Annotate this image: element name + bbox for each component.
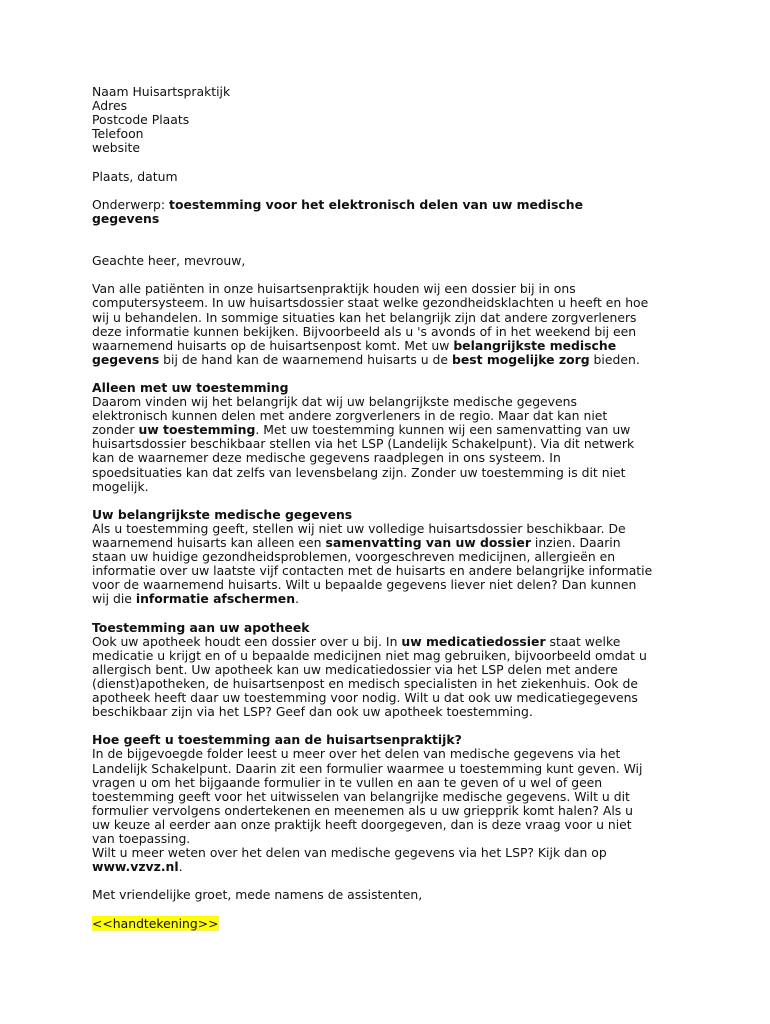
section-medical-data (92, 508, 692, 607)
text-line: computersysteem. In uw huisartsdossier staat welke gezondheidsklachten u heeft en hoe (92, 295, 649, 311)
text-run: bieden. (589, 351, 640, 367)
text-line: huisartsdossier beschikbaar stellen via het LSP (Landelijk Schakelpunt). Via dit netwerk (92, 436, 635, 452)
bold-run: samenvatting van uw dossier (325, 535, 531, 550)
subject (92, 198, 692, 226)
letter-content (92, 85, 692, 931)
text-line (92, 635, 692, 649)
text-line: uw keuze al eerder aan onze praktijk heeft doorgegeven, dan is deze vraag voor u niet (92, 816, 632, 832)
practice-address: Adres (92, 98, 128, 114)
signature-placeholder: <<handtekening>> (92, 915, 219, 931)
text-line: vragen u om het bijgaande formulier in te vullen en aan te geven of u wel of geen (92, 774, 603, 790)
text-line (92, 536, 692, 550)
text-line: van toepassing. (92, 830, 191, 846)
section-pharmacy (92, 621, 692, 720)
section-heading: Hoe geeft u toestemming aan de huisartsenpraktijk? (92, 732, 462, 748)
text-line: Wilt u meer weten over het delen van medische gegevens via het LSP? Kijk dan op (92, 845, 607, 861)
bold-run: uw toestemming (138, 422, 256, 438)
text-line: deze informatie kunnen bekijken. Bijvoorbeeld als u 's avonds of in het weekend bij een (92, 323, 637, 339)
text-line: mogelijk. (92, 478, 149, 494)
text-line (92, 860, 692, 874)
text-line: allergisch bent. Uw apotheek kan uw medicatiedossier via het LSP delen met andere (92, 661, 618, 677)
bold-run: best mogelijke zorg (451, 351, 590, 367)
intro-paragraph (92, 282, 692, 367)
text-run: inzien. Daarin (530, 535, 621, 550)
text-line (92, 423, 692, 437)
bold-run: informatie afschermen (135, 591, 296, 607)
practice-name: Naam Huisartspraktijk (92, 84, 231, 99)
text-line: spoedsituaties kan dat zelfs van levensbelang zijn. Zonder uw toestemming is dit niet (92, 464, 626, 480)
bold-run: uw medicatiedossier (401, 633, 546, 649)
text-run: waarnemend huisarts kan alleen een (92, 535, 326, 550)
letterhead (92, 85, 692, 155)
text-line: voor de waarnemend huisarts. Wilt u bepaalde gegevens liever niet delen? Dan kunnen (92, 577, 637, 593)
text-run: staat welke (545, 633, 621, 649)
closing: Met vriendelijke groet, mede namens de assistenten, (92, 887, 423, 903)
text-line: beschikbaar zijn via het LSP? Geef dan ook uw apotheek toestemming. (92, 704, 533, 720)
text-line (92, 353, 692, 367)
text-line: elektronisch kunnen delen met andere zorgverleners in de regio. Maar dat kan niet (92, 408, 608, 424)
text-line: Van alle patiënten in onze huisartsenpraktijk houden wij een dossier bij in ons (92, 281, 576, 297)
text-run: Ook uw apotheek houdt een dossier over u bij. In (92, 633, 402, 649)
subject-label: Onderwerp: (92, 196, 170, 212)
bold-run: belangrijkste medische (453, 337, 617, 353)
salutation: Geachte heer, mevrouw, (92, 253, 246, 269)
text-line (92, 339, 692, 353)
text-line: wij u behandelen. In sommige situaties kan het belangrijk zijn dat andere zorgverleners (92, 309, 637, 325)
text-run: bij de hand kan de waarnemend huisarts u de (159, 351, 452, 367)
section-consent (92, 381, 692, 494)
website-link: www.vzvz.nl (92, 859, 179, 875)
practice-phone: Telefoon (92, 126, 144, 142)
text-line: Landelijk Schakelpunt. Daarin zit een formulier waarmee u toestemming kunt geven. Wij (92, 760, 643, 776)
bold-run: gegevens (92, 351, 160, 367)
section-heading: Alleen met uw toestemming (92, 379, 289, 395)
text-line: medicatie u krijgt en of u bepaalde medicijnen niet mag gebruiken, bijvoorbeeld omdat u (92, 647, 647, 663)
subject-text: toestemming voor het elektronisch delen van uw medische (169, 196, 583, 212)
section-how-to-consent (92, 733, 692, 874)
section-heading: Uw belangrijkste medische gegevens (92, 506, 353, 522)
practice-website: website (92, 140, 141, 156)
section-heading: Toestemming aan uw apotheek (92, 619, 310, 635)
text-run: . Met uw toestemming kunnen wij een samenvatting van uw (255, 422, 631, 438)
text-line: (dienst)apotheken, de huisartsenpost en medisch specialisten in het ziekenhuis. Ook de (92, 675, 639, 691)
text-run: wij die (92, 591, 136, 607)
text-line: informatie over uw laatste vijf contacten met de huisarts en andere belangrijke informatie (92, 563, 653, 579)
text-run: waarnemend huisarts op de huisartsenpost komt. Met uw (92, 337, 454, 353)
text-line: In de bijgevoegde folder leest u meer over het delen van medische gegevens via het (92, 746, 621, 762)
place-date: Plaats, datum (92, 168, 178, 184)
text-run: . (295, 591, 299, 607)
subject-text-cont: gegevens (92, 210, 160, 226)
text-run: zonder (92, 422, 139, 438)
text-line: staan uw huidige gezondheidsproblemen, voorgeschreven medicijnen, allergieën en (92, 549, 616, 565)
text-run: . (178, 859, 183, 875)
text-line: Als u toestemming geeft, stellen wij niet uw volledige huisartsdossier beschikbaar. De (92, 520, 626, 536)
text-line (92, 592, 692, 606)
text-line: formulier vervolgens ondertekenen en meenemen als u uw griepprik komt halen? Als u (92, 802, 634, 818)
text-line: kan de waarnemer deze medische gegevens raadplegen in ons systeem. In (92, 450, 561, 466)
text-line: apotheek heeft daar uw toestemming voor nodig. Wilt u dat ook uw medicatiegegevens (92, 690, 638, 706)
text-line: toestemming geeft voor het uitwisselen van belangrijke medische gegevens. Wilt u dit (92, 788, 630, 804)
text-line: Daarom vinden wij het belangrijk dat wij uw belangrijkste medische gegevens (92, 394, 577, 410)
practice-postal-city: Postcode Plaats (92, 112, 190, 128)
